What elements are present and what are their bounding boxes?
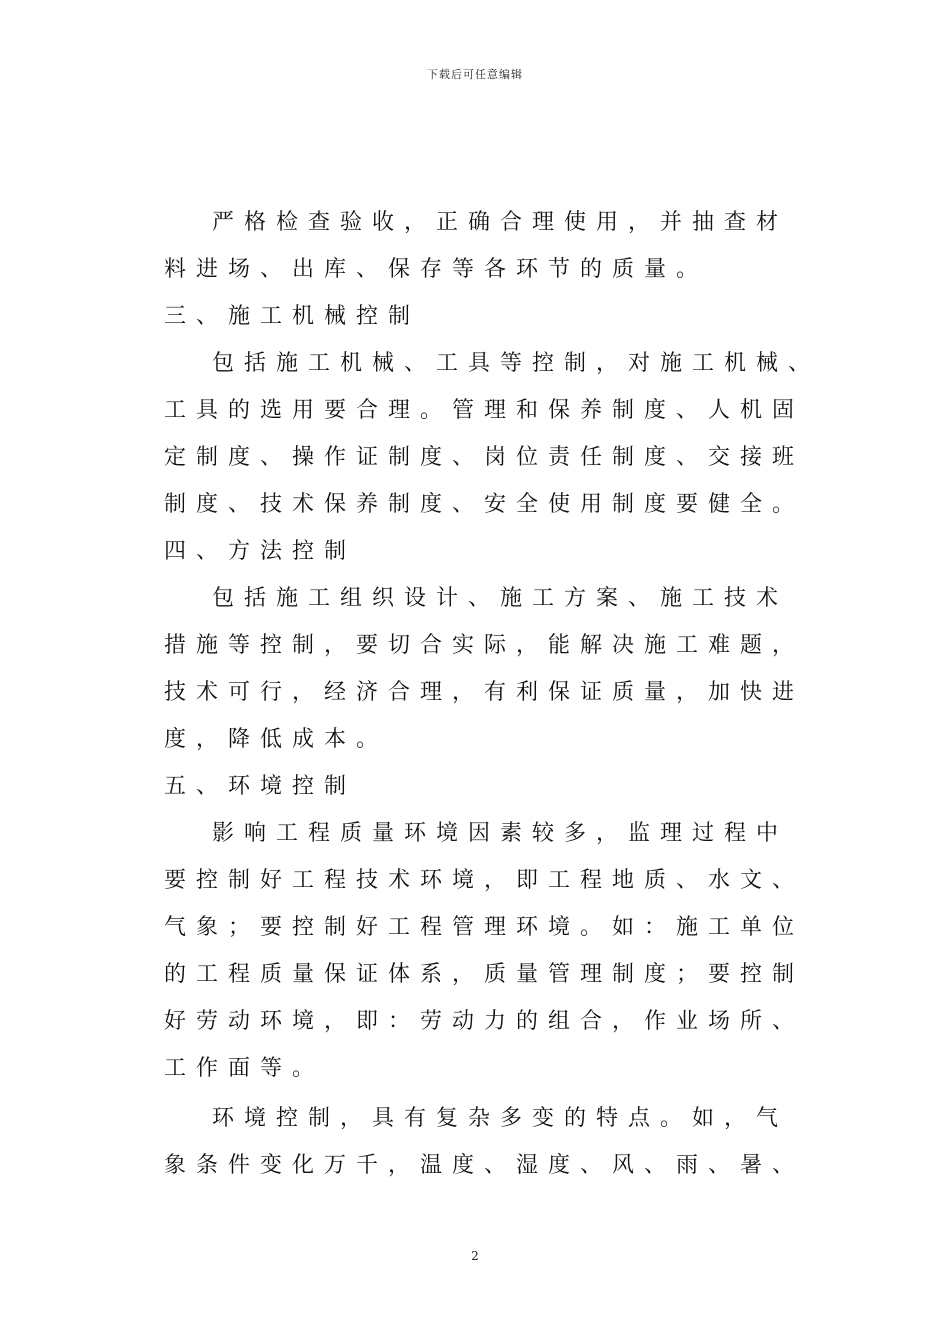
paragraph-line: 料进场、出库、保存等各环节的质量。	[164, 257, 709, 282]
paragraph-line: 包括施工组织设计、施工方案、施工技术	[212, 586, 789, 611]
paragraph-line: 工具的选用要合理。管理和保养制度、人机固	[164, 398, 805, 423]
paragraph-line: 度，降低成本。	[164, 727, 389, 752]
paragraph-line: 制度、技术保养制度、安全使用制度要健全。	[164, 492, 805, 517]
paragraph-line: 的工程质量保证体系，质量管理制度；要控制	[164, 962, 805, 987]
section-heading: 五、环境控制	[164, 774, 357, 799]
paragraph-line: 要控制好工程技术环境，即工程地质、水文、	[164, 868, 805, 893]
paragraph-line: 措施等控制，要切合实际，能解决施工难题，	[164, 633, 805, 658]
page-number: 2	[471, 1249, 479, 1263]
paragraph-line: 包括施工机械、工具等控制，对施工机械、	[212, 351, 821, 376]
section-heading: 四、方法控制	[164, 539, 357, 564]
paragraph-line: 环境控制，具有复杂多变的特点。如，气	[212, 1106, 789, 1131]
paragraph-line: 气象；要控制好工程管理环境。如：施工单位	[164, 915, 805, 940]
paragraph-line: 工作面等。	[164, 1056, 325, 1081]
paragraph-line: 技术可行，经济合理，有利保证质量，加快进	[164, 680, 805, 705]
header-note: 下载后可任意编辑	[427, 68, 523, 81]
paragraph-line: 定制度、操作证制度、岗位责任制度、交接班	[164, 445, 805, 470]
section-heading: 三、施工机械控制	[164, 304, 421, 329]
paragraph-line: 严格检查验收，正确合理使用，并抽查材	[212, 210, 789, 235]
paragraph-line: 象条件变化万千，温度、湿度、风、雨、暑、	[164, 1153, 805, 1178]
paragraph-line: 好劳动环境，即：劳动力的组合，作业场所、	[164, 1009, 805, 1034]
paragraph-line: 影响工程质量环境因素较多，监理过程中	[212, 821, 789, 846]
